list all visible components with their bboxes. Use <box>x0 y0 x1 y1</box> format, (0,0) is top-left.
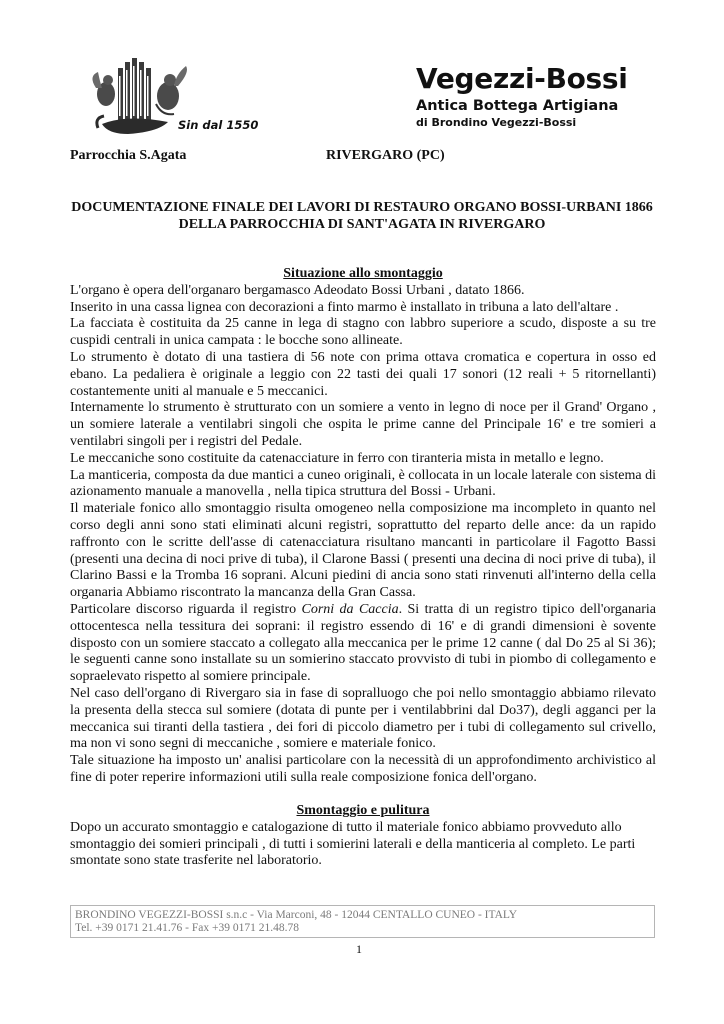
footer-contact-box <box>70 905 655 938</box>
section-heading: Smontaggio e pulitura <box>296 803 430 818</box>
body-paragraph: L'organo è opera dell'organaro bergamasco Adeodato Bossi Urbani , datato 1866. <box>70 282 525 298</box>
body-paragraph: Il materiale fonico allo smontaggio risulta omogeneo nella composizione ma incompleto in quanto nel corso degli anni sono stati eliminati alcuni registri, soprattutto del reparto delle ance: da un rapido raffronto con le scritte dell'asse di catenacciatura risultano mancanti in particolare il Fagotto Bassi (presenti una decina di noci prive di tuba), il Clarone Bassi ( presenti una decina di noci prive di tuba), il Clarino Bassi e la Tromba 16 soprani. Alcuni piedini di ancia sono stati rinvenuti all'interno della cella organaria Abbiamo riscontrato la mancanza della Gran Cassa. <box>70 501 656 601</box>
company-owner: di Brondino Vegezzi-Bossi <box>416 116 577 129</box>
footer-address: BRONDINO VEGEZZI-BOSSI s.n.c - Via Marconi, 48 - 12044 CENTALLO CUNEO - ITALY <box>75 909 518 921</box>
register-name-italic: Corni da Caccia <box>301 601 399 617</box>
location-name: RIVERGARO (PC) <box>326 148 445 163</box>
document-title: DOCUMENTAZIONE FINALE DEI LAVORI DI RESTAURO ORGANO BOSSI-URBANI 1866 DELLA PARROCCHIA DI SANT'AGATA IN RIVERGARO <box>71 200 653 232</box>
parish-name: Parrocchia S.Agata <box>70 148 187 163</box>
body-paragraph: La manticeria, composta da due mantici a cuneo originali, è collocata in un locale laterale con sistema di azionamento manuale a manovella , nella tipica struttura del Bossi - Urbani. <box>70 467 656 500</box>
company-brand <box>416 64 628 130</box>
body-paragraph: Tale situazione ha imposto un' analisi particolare con la necessità di un approfondimento archivistico al fine di poter reperire informazioni utili sulla reale composizione fonica dell'organo. <box>70 753 656 785</box>
body-paragraph: La facciata è costituita da 25 canne in lega di stagno con labbro superiore a scudo, disposte a su tre cuspidi centrali in unica campata : le bocche sono allineate. <box>70 316 656 349</box>
body-paragraph: Inserito in una cassa lignea con decorazioni a finto marmo è installato in tribuna a lato dell'altare . <box>70 299 619 315</box>
body-paragraph: Lo strumento è dotato di una tastiera di 56 note con prima ottava cromatica e copertura in osso ed ebano. La pedaliera è originale a leggio con 22 tasti dei quali 17 sonori (12 reali + 5 ritornellanti) costantemente uniti al manuale e 5 meccanici. <box>70 349 656 399</box>
section-disassembly-cleaning <box>70 803 656 870</box>
company-subtitle: Antica Bottega Artigiana <box>416 98 619 114</box>
text-run: Particolare discorso riguarda il registro <box>70 601 302 617</box>
company-name: Vegezzi-Bossi <box>416 62 628 95</box>
body-paragraph-corni <box>70 602 656 686</box>
body-paragraph: Le meccaniche sono costituite da catenacciature in ferro con tiranteria mista in metallo e legno. <box>70 450 604 466</box>
text-run: . Si tratta di un registro tipico dell'organaria ottocentesca nella tessitura dei soprani: il registro essendo di 16' e di grandi dimensioni è sovente disposto con un somiere staccato a collegato alla meccanica per le prime 12 canne ( dal Do 25 al Si 36); le seguenti canne sono installate su un somierino staccato provvisto di tubi in piombo di collegamento e sopraelevato rispetto al somiere principale. <box>70 601 657 685</box>
company-tagline: Sin dal 1550 <box>178 118 259 132</box>
footer-phone-fax: Tel. +39 0171 21.41.76 - Fax +39 0171 21.48.78 <box>75 922 299 934</box>
section-heading: Situazione allo smontaggio <box>283 266 443 281</box>
body-paragraph: Dopo un accurato smontaggio e catalogazione di tutto il materiale fonico abbiamo provveduto allo smontaggio dei somieri principali , di tutti i somierini laterali e della manticeria al completo. Le parti smontate sono state trasferite nel laboratorio. <box>70 819 636 869</box>
body-paragraph: Nel caso dell'organo di Rivergaro sia in fase di sopralluogo che poi nello smontaggio abbiamo rilevato la presenta della stecca sul somiere (dotata di punte per i ventilabbrini dal Do37), degli agganci per la meccanica sui tiranti della tastiera , dei fori di piccolo diametro per i tubi di collegamento sul crivello, ma non vi sono segni di meccaniche , somiere e materiale fonico. <box>70 685 656 752</box>
section-disassembly-situation <box>70 266 656 787</box>
body-paragraph: Internamente lo strumento è strutturato con un somiere a vento in legno di noce per il Grand' Organo , un somiere laterale a ventilabri singoli che ospita le prime canne del Principale 16' e tre somieri a ventilabri singoli per i registri del Pedale. <box>70 400 656 449</box>
page-number: 1 <box>356 942 362 956</box>
